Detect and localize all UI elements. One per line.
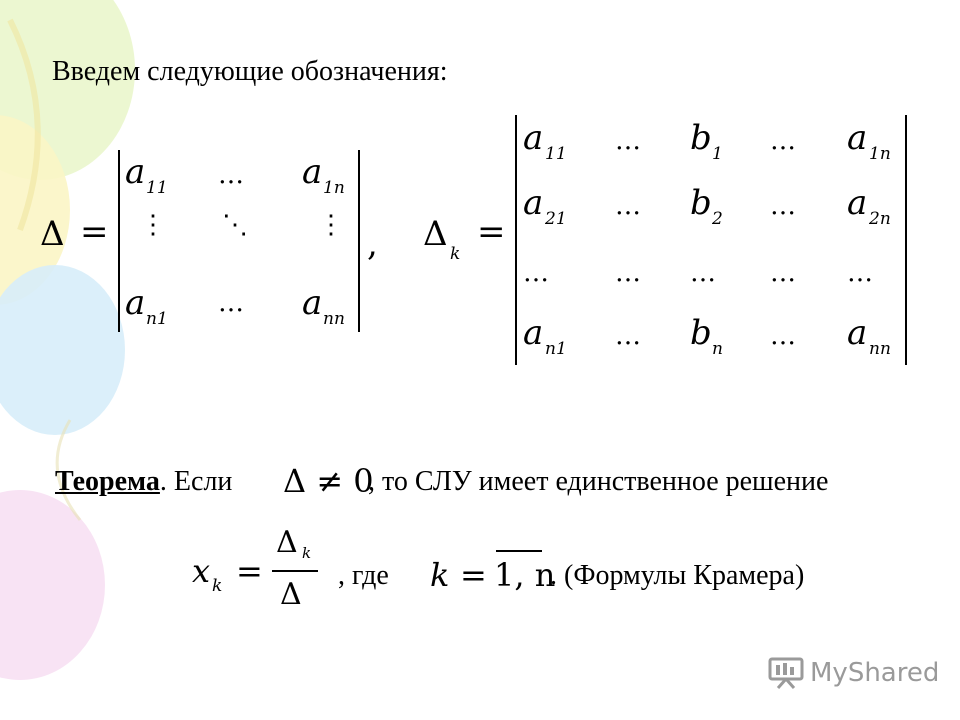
matrix-entry: a (523, 118, 544, 158)
index-var: k (430, 556, 450, 594)
fraction-bar (272, 570, 318, 572)
matrix-dots: … (615, 321, 641, 351)
theorem-text-before: . Если (159, 466, 233, 497)
delta-symbol: Δ (40, 214, 65, 254)
matrix-dots: … (690, 258, 716, 288)
matrix-dots: … (218, 160, 244, 190)
matrix-dots: … (770, 126, 796, 156)
where-text: , где (338, 560, 389, 591)
theorem-line (55, 466, 232, 498)
watermark-brand: MyShared (810, 658, 940, 688)
matrix-entry-subscript: n1 (545, 339, 567, 359)
index-range: 1, n (494, 556, 556, 594)
det-bar-right (358, 150, 360, 332)
index-equals: = (460, 556, 487, 594)
matrix-dots: … (847, 258, 873, 288)
matrix-entry: a (847, 183, 868, 223)
presentation-icon (768, 657, 804, 689)
fraction-denominator: Δ (280, 577, 302, 612)
equals-sign: = (80, 212, 109, 252)
fraction-numerator-sub: k (302, 544, 312, 562)
delta-k-symbol: Δ (423, 214, 448, 254)
formula-equals: = (236, 552, 263, 590)
matrix-dots: … (218, 288, 244, 318)
matrix-entry-subscript: nn (869, 339, 891, 359)
matrix-entry-subscript: n1 (146, 309, 168, 329)
matrix-entry: b (690, 118, 712, 158)
matrix-entry-subscript: 21 (545, 209, 567, 229)
matrix-entry-subscript: nn (323, 309, 345, 329)
matrix-dots: … (523, 258, 549, 288)
matrix-dots: … (770, 321, 796, 351)
cramer-caption: . (Формулы Крамера) (550, 560, 805, 591)
matrix-entry: a (523, 183, 544, 223)
theorem-text-after: , то СЛУ имеет единственное решение (368, 466, 829, 497)
balloon-pink (0, 490, 105, 680)
balloon-blue (0, 265, 125, 435)
matrix-dots: … (770, 258, 796, 288)
matrix-entry: a (847, 118, 868, 158)
matrix-dots: … (770, 191, 796, 221)
matrix-entry-subscript: 2n (869, 209, 891, 229)
matrix-entry: a (125, 283, 146, 323)
formula-lhs-var: x (192, 552, 211, 590)
det-k-bar-left (515, 115, 517, 365)
matrix-dots: … (615, 191, 641, 221)
matrix-entry-subscript: 1n (323, 178, 345, 198)
delta-k-subscript: k (450, 244, 461, 264)
matrix-dots: … (615, 258, 641, 288)
matrix-entry: a (302, 283, 323, 323)
matrix-entry: b (690, 313, 712, 353)
separator-comma: , (367, 224, 378, 264)
equals-sign: = (477, 212, 506, 252)
matrix-entry-subscript: 11 (545, 144, 567, 164)
theorem-condition: Δ ≠ 0 (283, 462, 374, 500)
matrix-entry-subscript: 11 (146, 178, 168, 198)
range-overline (496, 550, 542, 552)
matrix-entry: a (847, 313, 868, 353)
theorem-label: Теорема (55, 466, 160, 497)
matrix-entry-subscript: 1n (869, 144, 891, 164)
matrix-entry-subscript: n (712, 339, 723, 359)
matrix-vdots: ⋮ (140, 210, 166, 240)
matrix-dots: … (615, 126, 641, 156)
matrix-entry-subscript: 1 (712, 144, 723, 164)
matrix-entry-subscript: 2 (712, 209, 723, 229)
matrix-ddots: ⋱ (222, 210, 248, 240)
slide-heading: Введем следующие обозначения: (52, 56, 448, 87)
det-k-bar-right (905, 115, 907, 365)
matrix-vdots: ⋮ (318, 210, 344, 240)
matrix-entry: a (125, 152, 146, 192)
matrix-entry: a (523, 313, 544, 353)
matrix-entry: a (302, 152, 323, 192)
det-bar-left (118, 150, 120, 332)
watermark-logo (768, 657, 939, 689)
formula-lhs-sub: k (212, 576, 223, 596)
fraction-numerator: Δ (276, 525, 298, 560)
matrix-entry: b (690, 183, 712, 223)
